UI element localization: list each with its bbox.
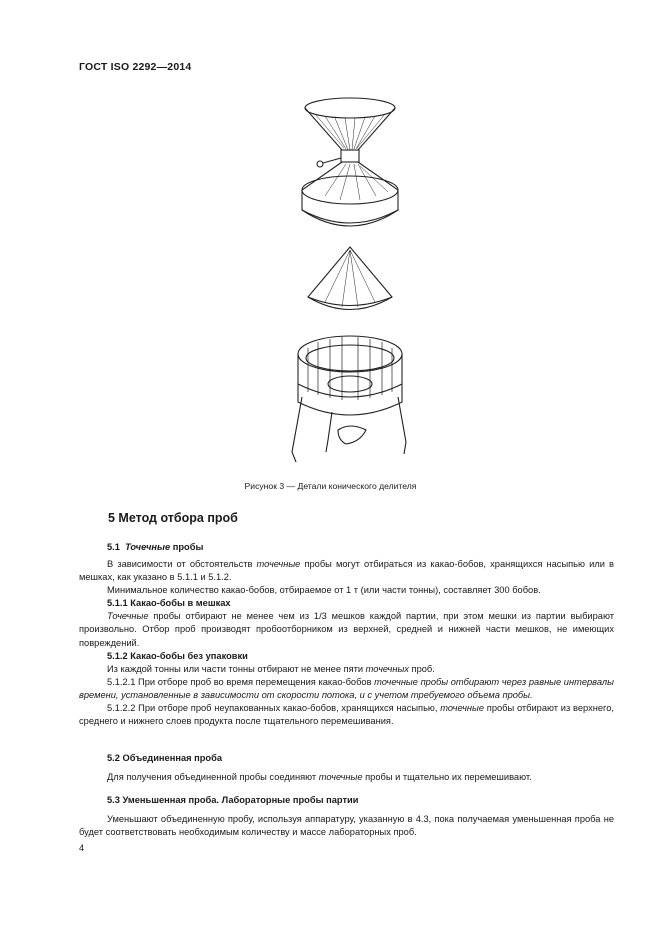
paragraph: Уменьшают объединенную пробу, используя аппаратуру, указанную в 4.3, пока получаемая уменьшенная проба не будет соответствовать необходимым количеству и массе лабораторных проб.: [79, 814, 614, 838]
paragraph: Для получения объединенной пробы соединяют точечные пробы и тщательно их перемешивают.: [107, 772, 532, 783]
conical-divider-illustration: [280, 92, 420, 470]
heading-5-2: 5.2 Объединенная проба: [107, 753, 223, 763]
paragraph: Точечные пробы отбирают не менее чем из 1/3 мешков каждой партии, при этом мешки из партии выбирают произвольно. Отбор проб производят пробоотборником из верхней, средней и нижней части мешков, не имеющих повреждений.: [79, 611, 614, 648]
heading-5-1: [79, 541, 614, 554]
page-number: 4: [79, 843, 85, 853]
section-5-3: [79, 794, 614, 839]
document-code: ГОСТ ISO 2292—2014: [79, 61, 192, 73]
paragraph: В зависимости от обстоятельств точечные пробы могут отбираться из какао-бобов, хранящихся насыпью или в мешках, как указано в 5.1.1 и 5.1.2.: [79, 559, 614, 583]
figure-caption: Рисунок 3 — Детали конического делителя: [244, 481, 417, 491]
paragraph: 5.1.2.1 При отборе проб во время перемещения какао-бобов точечные пробы отбирают через равные интервалы времени, установленные в зависимости от скорости потока, и с учетом требуемого объема пробы.: [79, 676, 614, 700]
heading-5-1-2: 5.1.2 Какао-бобы без упаковки: [107, 650, 248, 661]
heading-5-1-italic: Точечные: [125, 542, 171, 552]
section-5-1: [79, 541, 614, 554]
heading-5-1-rest: пробы: [170, 542, 204, 552]
heading-5-1-number: 5.1: [107, 542, 120, 552]
paragraph: 5.1.2.2 При отборе проб неупакованных какао-бобов, хранящихся насыпью, точечные пробы отбирают из верхнего, среднего и нижнего слоев продукта после тщательного перемешивания.: [79, 703, 614, 727]
section-5-1-body: [79, 558, 614, 728]
paragraph: Минимальное количество какао-бобов, отбираемое от 1 т (или части тонны), составляет 300 бобов.: [107, 585, 541, 596]
base-part: [292, 336, 406, 462]
section-5-2: [79, 752, 614, 784]
section-5-heading: 5 Метод отбора проб: [108, 511, 238, 525]
cone-part: [308, 247, 392, 310]
heading-5-3: 5.3 Уменьшенная проба. Лабораторные пробы партии: [107, 795, 359, 805]
heading-5-1-1: 5.1.1 Какао-бобы в мешках: [107, 598, 231, 609]
funnel-part: [302, 98, 398, 226]
paragraph: Из каждой тонны или части тонны отбирают не менее пяти точечных проб.: [107, 663, 435, 674]
